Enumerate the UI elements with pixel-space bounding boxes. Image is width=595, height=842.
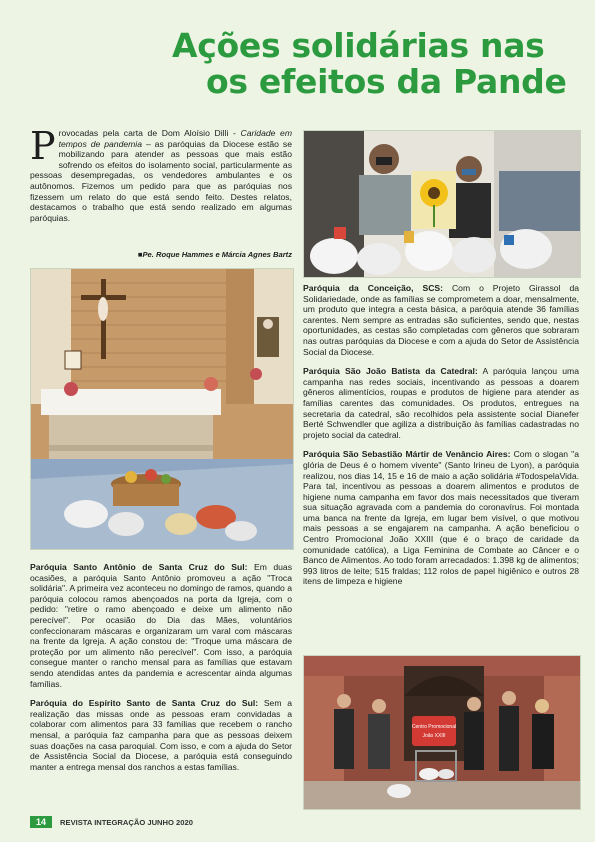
photo-donations bbox=[303, 130, 581, 278]
drop-cap: P bbox=[30, 124, 56, 168]
photo-altar bbox=[30, 268, 294, 550]
title-line-1: Ações solidárias nas bbox=[172, 26, 545, 65]
right-column-text bbox=[303, 283, 579, 596]
title-line-2: os efeitos da Pande bbox=[206, 62, 567, 101]
section-body: A paróquia lançou uma campanha nas redes sociais, incentivando as pessoas a doarem gêneros alimentícios, roupas e produtos de higiene para atender as famílias carentes das comunidades. Os produtos, entregues na secretaria da catedral, são recolhidos pela assistente social Dianefer Berté Schwendler que agiliza a distribuição às famílias cadastradas no projeto social da catedral. bbox=[303, 366, 579, 440]
page-footer bbox=[30, 816, 193, 828]
byline: ■Pe. Roque Hammes e Márcia Agnes Bartz bbox=[137, 250, 292, 259]
section-espirito-santo bbox=[30, 698, 292, 772]
footer-publication: REVISTA INTEGRAÇÃO JUNHO 2020 bbox=[60, 817, 193, 827]
section-body: Com o slogan "a glória de Deus é o homem vivente" (Santo Irineu de Lyon), a paróquia realizou, nos dias 14, 15 e 16 de maio a ação solidária #TodospelaVida. Para tal, incentivou as pessoas a doarem alimentos e produtos de higiene numa campanha em favor dos mais necessitados que tiveram sua situação agravada com a pandemia do coronavírus. Foi montada uma banca na frente da Igreja, em lugar bem visível, o que motivou mais pessoas a se engajarem na campanha. A ação beneficiou o Centro Promocional João XXIII (que é o braço de caridade da comunidade católica), a Liga Feminina de Combate ao Câncer e o Banco de Alimentos. Ao todo foram arrecadados: 1.398 kg de alimentos; 993 litros de leite; 515 fraldas; 112 rolos de papel higiênico e outros 28 itens de limpeza e higiene bbox=[303, 449, 579, 587]
donations-image bbox=[304, 131, 580, 277]
svg-text:João XXIII: João XXIII bbox=[422, 733, 446, 739]
section-heading: Paróquia do Espírito Santo de Santa Cruz do Sul: bbox=[30, 698, 259, 709]
section-heading: Paróquia São Sebastião Mártir de Venâncio Aires: bbox=[303, 449, 511, 460]
left-column-text bbox=[30, 562, 292, 781]
section-body: Em duas ocasiões, a paróquia Santo Antônio promoveu a ação "Troca solidária". A primeira vez aconteceu no domingo de ramos, quando a paróquia colocou ramos abençoados na porta da Igreja, com o pedido: "retire o ramo abençoado e deixe um alimento não perecível". Por ocasião do Dia das Mães, voluntários confeccionaram máscaras e organizaram um varal com máscaras na frente da Igreja. A ação constou de: "Troque uma máscara de proteção por um alimento não perecível". Com isso, a paróquia consegue manter o rancho mensal para as famílias que estavam sendo atendidas antes da pandemia e acrescentar ainda algumas famílias. bbox=[30, 562, 292, 689]
section-body: Sem a realização das missas onde as pessoas eram convidadas a colaborar com alimentos para 33 famílias que recebem o rancho mensal, a paróquia faz campanha para que as pessoas deixem suas doações na casa paroquial. Com isso, e com a ajuda do Setor de Assistência Social da Diocese, a paróquia está conseguindo manter a entrega mensal dos ranchos a estas famílias. bbox=[30, 698, 292, 772]
section-conceicao bbox=[303, 283, 579, 357]
section-body: Com o Projeto Girassol da Solidariedade, onde as famílias se comprometem a doar, mensalmente, um produto que integra a cesta básica, a paróquia atende 36 famílias carentes. Nem sempre as entradas são suficientes, sendo que, nestas oportunidades, as cestas são completadas com gêneros que sobraram nas outras paróquias da Diocese e com a ajuda do Setor de Assistência Social da Diocese. bbox=[303, 283, 580, 357]
intro-italic: Caridade em tempos de pandemia bbox=[58, 128, 292, 149]
section-heading: Paróquia Santo Antônio de Santa Cruz do Sul: bbox=[30, 562, 248, 572]
intro-text-b: – as paróquias da Diocese estão se mobilizando para atender as pessoas que mais estão sofrendo os efeitos do isolamento social, particularmente as pessoas desempregadas, os vendedores ambulantes e os autônomos. Fizemos um pedido para que as paróquias nos fizessem um relato do que está sendo feito. Destes relatos, destacamos o trabalho que está sendo realizado em algumas paróquias. bbox=[30, 138, 292, 223]
section-heading: Paróquia da Conceição, SCS: bbox=[303, 283, 444, 293]
church-group-image bbox=[304, 656, 580, 809]
intro-text-a: rovocadas pela carta de Dom Aloísio Dilli - bbox=[58, 128, 241, 138]
photo-church-group bbox=[303, 655, 581, 810]
altar-image bbox=[31, 269, 293, 549]
section-sao-sebastiao bbox=[303, 449, 579, 587]
section-heading: Paróquia São João Batista da Catedral: bbox=[303, 366, 478, 377]
section-sao-joao bbox=[303, 366, 579, 440]
svg-text:Centro Promocional: Centro Promocional bbox=[411, 724, 457, 730]
intro-paragraph bbox=[30, 124, 292, 223]
page-title bbox=[172, 28, 595, 100]
section-santo-antonio bbox=[30, 562, 292, 689]
page-number: 14 bbox=[30, 816, 52, 828]
